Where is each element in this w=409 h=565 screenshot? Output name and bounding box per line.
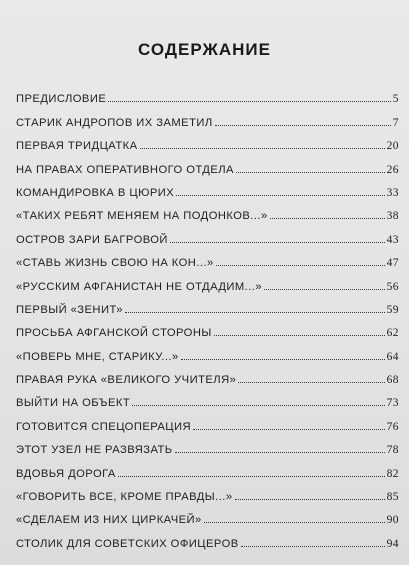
toc-entry-title: КОМАНДИРОВКА В ЦЮРИХ (16, 186, 175, 199)
toc-entry[interactable] (16, 84, 399, 107)
page-title: СОДЕРЖАНИЕ (138, 40, 271, 59)
toc-entry[interactable] (16, 435, 399, 458)
toc-entry-title: ПЕРВЫЙ «ЗЕНИТ» (16, 303, 123, 316)
toc-entry[interactable] (16, 388, 399, 411)
dot-leader (125, 311, 385, 313)
toc-entry-page-number: 7 (392, 116, 399, 129)
dot-leader (176, 194, 384, 196)
dot-leader (170, 241, 385, 243)
toc-entry[interactable] (16, 248, 399, 271)
dot-leader (140, 147, 385, 149)
dot-leader (118, 475, 385, 477)
dot-leader (235, 498, 385, 500)
toc-entry[interactable] (16, 271, 399, 294)
toc-entry[interactable] (16, 341, 399, 364)
toc-entry-page-number: 26 (386, 163, 399, 176)
toc-entry[interactable] (16, 365, 399, 388)
dot-leader (241, 545, 385, 547)
toc-entry-title: ЭТОТ УЗЕЛ НЕ РАЗВЯЗАТЬ (16, 444, 173, 457)
toc-entry[interactable] (16, 131, 399, 154)
dot-leader (204, 521, 385, 523)
toc-entry-title: «СДЕЛАЕМ ИЗ НИХ ЦИРКАЧЕЙ» (16, 514, 202, 527)
toc-entry-page-number: 56 (386, 280, 399, 293)
toc-entry-page-number: 62 (386, 327, 399, 340)
dot-leader (181, 358, 385, 360)
toc-entry-page-number: 33 (386, 186, 399, 199)
toc-entry-title: ВДОВЬЯ ДОРОГА (16, 467, 116, 480)
toc-entry-title: СТАРИК АНДРОПОВ ИХ ЗАМЕТИЛ (16, 116, 213, 129)
toc-entry-page-number: 43 (386, 233, 399, 246)
toc-entry-title: ПРАВАЯ РУКА «ВЕЛИКОГО УЧИТЕЛЯ» (16, 374, 237, 387)
dot-leader (264, 288, 385, 290)
toc-entry-title: «СТАВЬ ЖИЗНЬ СВОЮ НА КОН...» (16, 257, 214, 270)
toc-entry[interactable] (16, 505, 399, 528)
dot-leader (216, 264, 385, 266)
dot-leader (108, 100, 391, 102)
toc-entry[interactable] (16, 411, 399, 434)
toc-entry-title: ПРЕДИСЛОВИЕ (16, 93, 107, 106)
toc-entry-page-number: 47 (386, 257, 399, 270)
toc-entry-page-number: 82 (386, 467, 399, 480)
toc-entry[interactable] (16, 528, 399, 551)
toc-entry[interactable] (16, 458, 399, 481)
dot-leader (215, 124, 391, 126)
toc-entry-page-number: 90 (386, 514, 399, 527)
dot-leader (236, 171, 385, 173)
dot-leader (193, 428, 385, 430)
toc-entry[interactable] (16, 224, 399, 247)
toc-entry-page-number: 73 (386, 397, 399, 410)
toc-entry[interactable] (16, 107, 399, 130)
dot-leader (270, 217, 385, 219)
toc-entry-page-number: 38 (386, 210, 399, 223)
toc-entry[interactable] (16, 318, 399, 341)
toc-entry-title: ПЕРВАЯ ТРИДЦАТКА (16, 140, 138, 153)
toc-entry-title: «ГОВОРИТЬ ВСЕ, КРОМЕ ПРАВДЫ...» (16, 491, 233, 504)
toc-entry[interactable] (16, 178, 399, 201)
dot-leader (214, 334, 385, 336)
toc-entry-title: СТОЛИК ДЛЯ СОВЕТСКИХ ОФИЦЕРОВ (16, 537, 239, 550)
toc-entry-title: «ПОВЕРЬ МНЕ, СТАРИКУ...» (16, 350, 179, 363)
toc-entry-title: ОСТРОВ ЗАРИ БАГРОВОЙ (16, 233, 168, 246)
toc-entry[interactable] (16, 482, 399, 505)
toc-entry-title: ПРОСЬБА АФГАНСКОЙ СТОРОНЫ (16, 327, 212, 340)
toc-entry-page-number: 59 (386, 303, 399, 316)
toc-entry-page-number: 5 (392, 93, 399, 106)
toc-entry-page-number: 64 (386, 350, 399, 363)
toc-entry-page-number: 76 (386, 420, 399, 433)
toc-entry-page-number: 85 (386, 491, 399, 504)
toc-entry-page-number: 78 (386, 444, 399, 457)
toc-entry-title: «РУССКИМ АФГАНИСТАН НЕ ОТДАДИМ...» (16, 280, 263, 293)
toc-entry-title: «ТАКИХ РЕБЯТ МЕНЯЕМ НА ПОДОНКОВ...» (16, 210, 268, 223)
table-of-contents (16, 84, 399, 552)
toc-entry[interactable] (16, 201, 399, 224)
toc-entry-page-number: 94 (386, 537, 399, 550)
toc-entry-title: ВЫЙТИ НА ОБЪЕКТ (16, 397, 131, 410)
toc-entry[interactable] (16, 295, 399, 318)
dot-leader (175, 451, 385, 453)
toc-entry-page-number: 68 (386, 374, 399, 387)
toc-entry[interactable] (16, 154, 399, 177)
toc-entry-page-number: 20 (386, 140, 399, 153)
toc-entry-title: НА ПРАВАХ ОПЕРАТИВНОГО ОТДЕЛА (16, 163, 234, 176)
dot-leader (238, 381, 384, 383)
toc-entry-title: ГОТОВИТСЯ СПЕЦОПЕРАЦИЯ (16, 420, 192, 433)
dot-leader (132, 404, 384, 406)
